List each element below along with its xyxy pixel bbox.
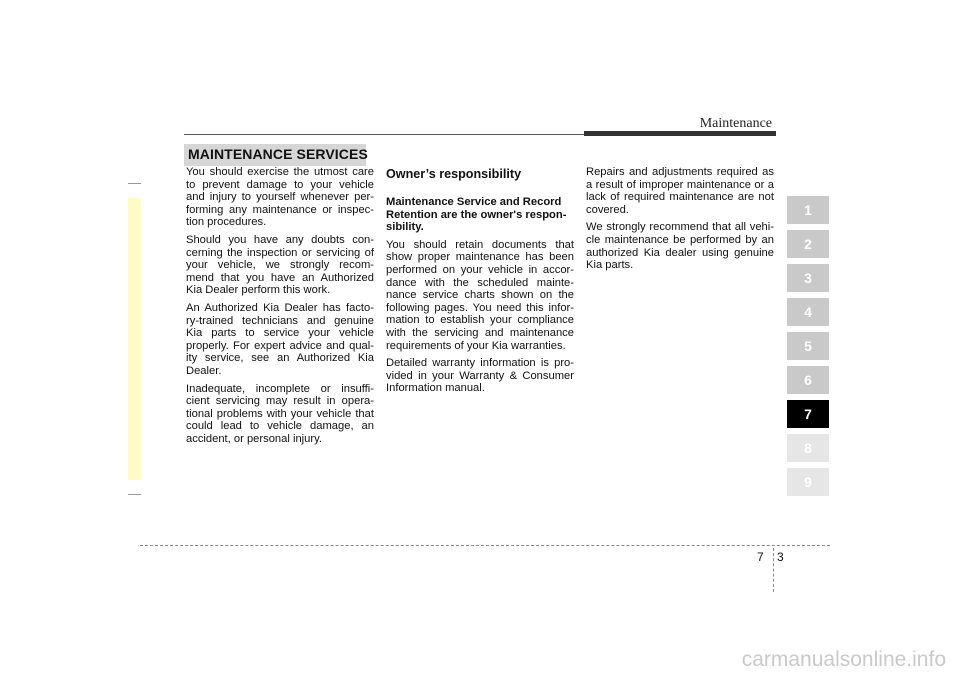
- section-header: Maintenance: [699, 116, 772, 131]
- chapter-tab-7[interactable]: 7: [787, 400, 829, 428]
- column-right: [586, 166, 774, 277]
- paragraph: You should retain documents that show proper maintenance has been performed on your vehicle in accor-dance with the scheduled mainte-nance service charts shown on the following pages. You need this infor-mation to establish your compliance with the servicing and maintenance requirements of your Kia warranties.: [386, 238, 574, 352]
- chapter-tab-5[interactable]: 5: [787, 332, 829, 360]
- footer-divider: [773, 548, 774, 592]
- page-title: MAINTENANCE SERVICES: [188, 146, 368, 162]
- chapter-tab-2[interactable]: 2: [787, 230, 829, 258]
- paragraph: An Authorized Kia Dealer has facto-ry-trained technicians and genuine Kia parts to service your vehicle properly. For expert advice and qual-ity service, see an Authorized Kia Dealer.: [186, 301, 374, 377]
- footer-rule: [140, 545, 830, 546]
- watermark: carmanualsonline.info: [741, 648, 946, 671]
- paragraph: Should you have any doubts con-cerning the inspection or servicing of your vehicle, we strongly recom-mend that you have an Authorized Kia Dealer perform this work.: [186, 233, 374, 297]
- column-middle: [386, 196, 574, 400]
- chapter-tab-6[interactable]: 6: [787, 366, 829, 394]
- paragraph: Detailed warranty information is pro-vided in your Warranty & Consumer Information manual.: [386, 357, 574, 395]
- paragraph: We strongly recommend that all vehi-cle maintenance be performed by an authorized Kia dealer using genuine Kia parts.: [586, 221, 774, 272]
- footer-page-number: 3: [777, 550, 784, 564]
- column-left: [186, 166, 374, 450]
- margin-highlight-strip: [128, 198, 141, 480]
- header-rule-accent: [584, 131, 776, 136]
- subheading: Maintenance Service and Record Retention are the owner's respon-sibility.: [386, 196, 567, 234]
- chapter-tab-8[interactable]: 8: [787, 434, 829, 462]
- margin-mark-top: [128, 183, 141, 184]
- paragraph: Inadequate, incomplete or insuffi-cient servicing may result in opera-tional problems with your vehicle that could lead to vehicle damage, an accident, or personal injury.: [186, 382, 374, 445]
- margin-mark-bottom: [128, 494, 141, 495]
- paragraph: You should exercise the utmost care to prevent damage to your vehicle and injury to yourself whenever per-forming any maintenance or inspec-tion procedures.: [186, 166, 374, 229]
- paragraph: Repairs and adjustments required as a result of improper maintenance or a lack of required maintenance are not covered.: [586, 166, 774, 216]
- chapter-tab-4[interactable]: 4: [787, 298, 829, 326]
- chapter-tab-3[interactable]: 3: [787, 264, 829, 292]
- footer-chapter-number: 7: [757, 550, 764, 564]
- chapter-tab-1[interactable]: 1: [787, 196, 829, 224]
- chapter-tab-9[interactable]: 9: [787, 468, 829, 496]
- section-heading: Owner’s responsibility: [386, 167, 522, 181]
